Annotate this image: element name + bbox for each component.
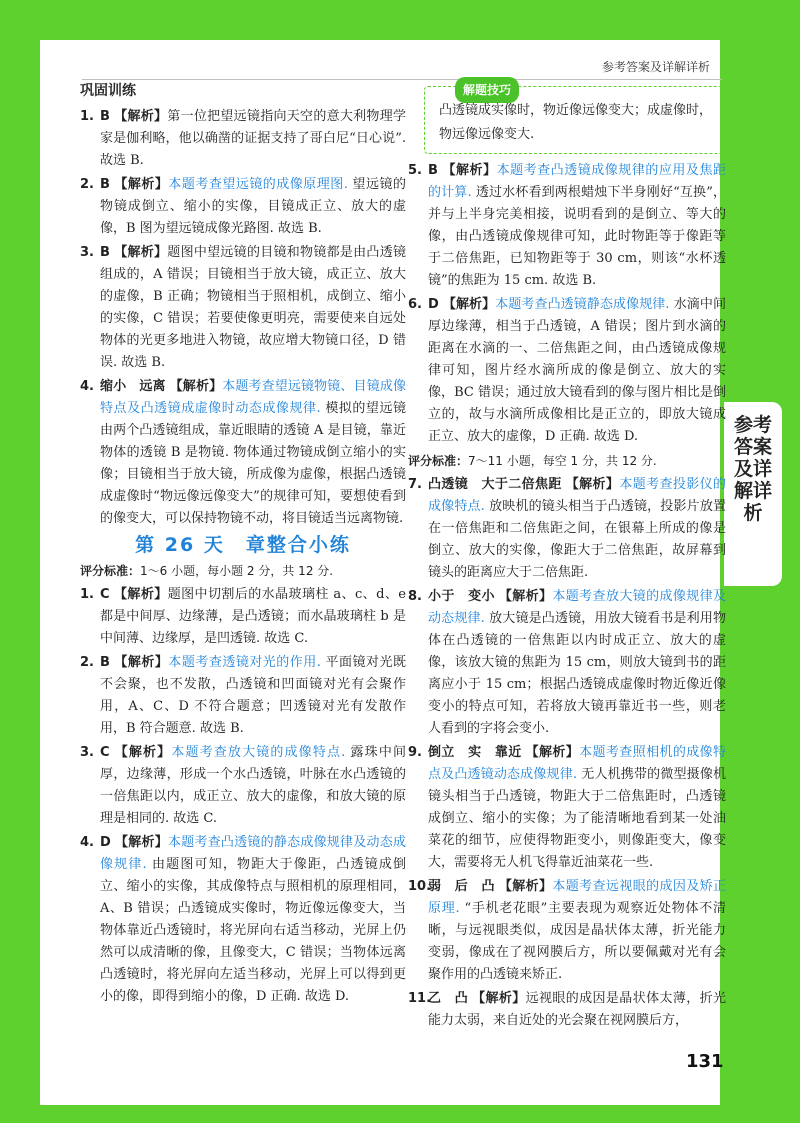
- analysis-tag: 【解析】: [169, 379, 223, 394]
- topic-note: 本题考查放大镜的成像特点.: [171, 745, 346, 760]
- answer: 倒立 实 靠近: [428, 745, 522, 760]
- topic-note: 本题考查凸透镜静态成像规律.: [495, 297, 670, 312]
- answer: 乙 凸: [428, 991, 469, 1006]
- answer: B: [100, 109, 110, 124]
- analysis-tag: 【解析】: [114, 835, 168, 850]
- answer: B: [100, 177, 110, 192]
- side-tab-label: 参考答案及详解详析: [733, 414, 772, 524]
- topic-note: 本题考查照相机的成像特点及凸透镜动态成像规律.: [428, 745, 726, 782]
- item-number: 2.: [80, 177, 94, 192]
- answer: 小于 变小: [428, 589, 495, 604]
- analysis-tag: 【解析】: [472, 991, 526, 1006]
- score-standard: [80, 560, 406, 582]
- answer: C: [100, 745, 110, 760]
- answer-item: [80, 106, 406, 172]
- answer: 凸透镜 大于二倍焦距: [428, 477, 562, 492]
- item-number: 4.: [80, 835, 94, 850]
- answer: B: [100, 655, 110, 670]
- tip-text: 凸透镜成实像时，物近像远像变大；成虚像时，物远像远像变大.: [439, 103, 713, 142]
- answer-item: [80, 742, 406, 830]
- analysis-tag: 【解析】: [498, 589, 553, 604]
- topic-note: 本题考查远视眼的成因及矫正原理.: [428, 879, 726, 916]
- answer-item: [80, 584, 406, 650]
- item-number: 11.: [408, 991, 432, 1006]
- explanation: 模拟的望远镜由两个凸透镜组成，靠近眼睛的透镜 A 是目镜，靠近物体的透镜 B 是物镜. 物体通过物镜成倒立缩小的实像；目镜相当于放大镜，所成像为虚像，根据凸透镜成虚像时“物远像远像变大”的规律可知，要想使看到的像变大，可以保持物镜不动，将目镜适当远离物镜.: [100, 401, 406, 526]
- answer-item: [408, 988, 726, 1032]
- item-number: 1.: [80, 109, 94, 124]
- explanation: 透过水杯看到两根蜡烛下半身刚好“互换”，并与上半身完美相接，说明看到的是倒立、等大的像，由凸透镜成像规律可知，此时物距等于像距等于二倍焦距，已知物距等于 30 cm，则该“水杯透镜”的焦距为 15 cm. 故选 B.: [428, 185, 726, 288]
- left-column: [80, 80, 406, 1010]
- topic-note: 本题考查望远镜物镜、目镜成像特点及凸透镜成虚像时动态成像规律.: [100, 379, 406, 416]
- answer: D: [428, 297, 439, 312]
- review-items: [80, 106, 406, 530]
- analysis-tag: 【解析】: [113, 587, 168, 602]
- answer-item: [80, 376, 406, 530]
- analysis-tag: 【解析】: [113, 177, 169, 192]
- answer: B: [100, 245, 110, 260]
- explanation: 由题图可知，物距大于像距，凸透镜成倒立、缩小的实像，其成像特点与照相机的原理相同，A、B 错误；凸透镜成实像时，物近像远像变大，当物体靠近凸透镜时，将光屏向右适当移动，光屏上仍然可以成清晰的像，且像变大，C 错误；当物体远离凸透镜时，将光屏向左适当移动，光屏上可以得到更小的像，即得到缩小的像，D 正确. 故选 D.: [100, 857, 406, 1004]
- score-text: 7～11 小题，每空 1 分，共 12 分.: [468, 454, 657, 468]
- explanation: 无人机携带的微型摄像机镜头相当于凸透镜，物距大于二倍焦距时，凸透镜成倒立、缩小的实像；为了能清晰地看到某一处油菜花的细节，应使得物距变小，则像距变大，像变大，需要将无人机飞得靠近油菜花一些.: [428, 767, 726, 870]
- analysis-tag: 【解析】: [498, 879, 553, 894]
- answer-item: [80, 832, 406, 1008]
- explanation: 露珠中间厚，边缘薄，形成一个水凸透镜，叶脉在水凸透镜的一倍焦距以内，成正立、放大的虚像，和放大镜的原理是相同的. 故选 C.: [100, 745, 406, 826]
- answer-item: [80, 242, 406, 374]
- item-number: 2.: [80, 655, 94, 670]
- score-text: 1～6 小题，每小题 2 分，共 12 分.: [140, 564, 334, 578]
- topic-note: 本题考查凸透镜的静态成像规律及动态成像规律.: [100, 835, 406, 872]
- item-number: 10.: [408, 879, 432, 894]
- explanation: 第一位把望远镜指向天空的意大利物理学家是伽利略，他以确凿的证据支持了哥白尼“日心说”. 故选 B.: [100, 109, 406, 168]
- chapter-items: [80, 584, 406, 1008]
- header-title: 参考答案及详解详析: [601, 60, 710, 74]
- answer-item: [408, 294, 726, 448]
- explanation: 题图中望远镜的目镜和物镜都是由凸透镜组成的，A 错误；目镜相当于放大镜，成正立、放大的虚像，B 正确；物镜相当于照相机，成倒立、缩小的实像，C 错误；若要使像更明亮，需要使来自远处物体的光更多地进入物镜，故应增大物镜口径，D 错误. 故选 B.: [100, 245, 406, 370]
- score-label: 评分标准：: [80, 564, 141, 578]
- explanation: 望远镜的物镜成倒立、缩小的实像，目镜成正立、放大的虚像，B 图为望远镜成像光路图. 故选 B.: [100, 177, 406, 236]
- answer: C: [100, 587, 110, 602]
- day-title: 第 26 天 章整合小练: [135, 534, 351, 556]
- score-label: 评分标准：: [408, 454, 469, 468]
- explanation: 放映机的镜头相当于凸透镜，投影片放置在一倍焦距和二倍焦距之间，在银幕上所成的像是倒立、放大的实像，像距大于二倍焦距，故屏幕到镜头的距离应大于二倍焦距.: [428, 499, 726, 580]
- answer: B: [428, 163, 438, 178]
- topic-note: 本题考查透镜对光的作用.: [168, 655, 321, 670]
- item-number: 3.: [80, 245, 94, 260]
- analysis-tag: 【解析】: [525, 745, 580, 760]
- item-number: 1.: [80, 587, 94, 602]
- answer-items-a: [408, 160, 726, 448]
- score-standard: [408, 450, 726, 472]
- answer-item: [80, 652, 406, 740]
- analysis-tag: 【解析】: [113, 109, 168, 124]
- section-title: 巩固训练: [80, 83, 136, 99]
- right-column: [408, 80, 726, 1034]
- explanation: 水滴中间厚边缘薄，相当于凸透镜，A 错误；图片到水滴的距离在水滴的一、二倍焦距之间，由凸透镜成像规律可知，图片经水滴所成的像是倒立、放大的实像，BC 错误；通过放大镜看到的像与图片相比是倒立的，故与水滴所成像相比是正立的，即放大镜成正立、放大的虚像，D 正确. 故选 D.: [428, 297, 726, 444]
- answer-item: [408, 586, 726, 740]
- analysis-tag: 【解析】: [113, 655, 169, 670]
- item-number: 8.: [408, 589, 422, 604]
- answer: D: [100, 835, 111, 850]
- answer-item: [80, 174, 406, 240]
- topic-note: 本题考查凸透镜成像规律的应用及焦距的计算.: [428, 163, 726, 200]
- item-number: 4.: [80, 379, 94, 394]
- answer: 弱 后 凸: [428, 879, 495, 894]
- explanation: 题图中切割后的水晶玻璃柱 a、c、d、e 都是中间厚、边缘薄，是凸透镜；而水晶玻璃柱 b 是中间薄、边缘厚，是凹透镜. 故选 C.: [100, 587, 406, 646]
- explanation: 远视眼的成因是晶状体太薄，折光能力太弱，来自近处的光会聚在视网膜后方，: [428, 991, 726, 1028]
- explanation: 放大镜是凸透镜，用放大镜看书是利用物体在凸透镜的一倍焦距以内时成正立、放大的虚像，该放大镜的焦距为 15 cm，则放大镜到书的距离应小于 15 cm；根据凸透镜成虚像时物近像近像变小的特点可知，若将放大镜再靠近书一些，则老人看到的字将会变小.: [428, 611, 726, 736]
- topic-note: 本题考查放大镜的成像规律及动态规律.: [428, 589, 726, 626]
- explanation: 平面镜对光既不会聚，也不发散，凸透镜和凹面镜对光有会聚作用，A、C、D 不符合题意；凹透镜对光有发散作用，B 符合题意. 故选 B.: [100, 655, 406, 736]
- item-number: 7.: [408, 477, 422, 492]
- answer-item: [408, 742, 726, 874]
- topic-note: 本题考查望远镜的成像原理图.: [168, 177, 348, 192]
- analysis-tag: 【解析】: [441, 163, 497, 178]
- answer-item: [408, 474, 726, 584]
- page-number: 131: [686, 1051, 724, 1072]
- answer: 缩小 远离: [100, 379, 166, 394]
- answer-item: [408, 160, 726, 292]
- analysis-tag: 【解析】: [565, 477, 620, 492]
- analysis-tag: 【解析】: [442, 297, 496, 312]
- analysis-tag: 【解析】: [113, 245, 168, 260]
- analysis-tag: 【解析】: [113, 745, 172, 760]
- item-number: 3.: [80, 745, 94, 760]
- item-number: 5.: [408, 163, 422, 178]
- explanation: “手机老花眼”主要表现为观察近处物体不清晰，与远视眼类似，成因是晶状体太薄，折光能力变弱，像成在了视网膜后方，所以要佩戴对光有会聚作用的凸透镜来矫正.: [428, 901, 726, 982]
- item-number: 9.: [408, 745, 422, 760]
- answer-item: [408, 876, 726, 986]
- answer-items-b: [408, 474, 726, 1032]
- tip-box: [424, 83, 726, 154]
- item-number: 6.: [408, 297, 422, 312]
- tip-badge: 解题技巧: [455, 77, 519, 103]
- topic-note: 本题考查投影仪的成像特点.: [428, 477, 726, 514]
